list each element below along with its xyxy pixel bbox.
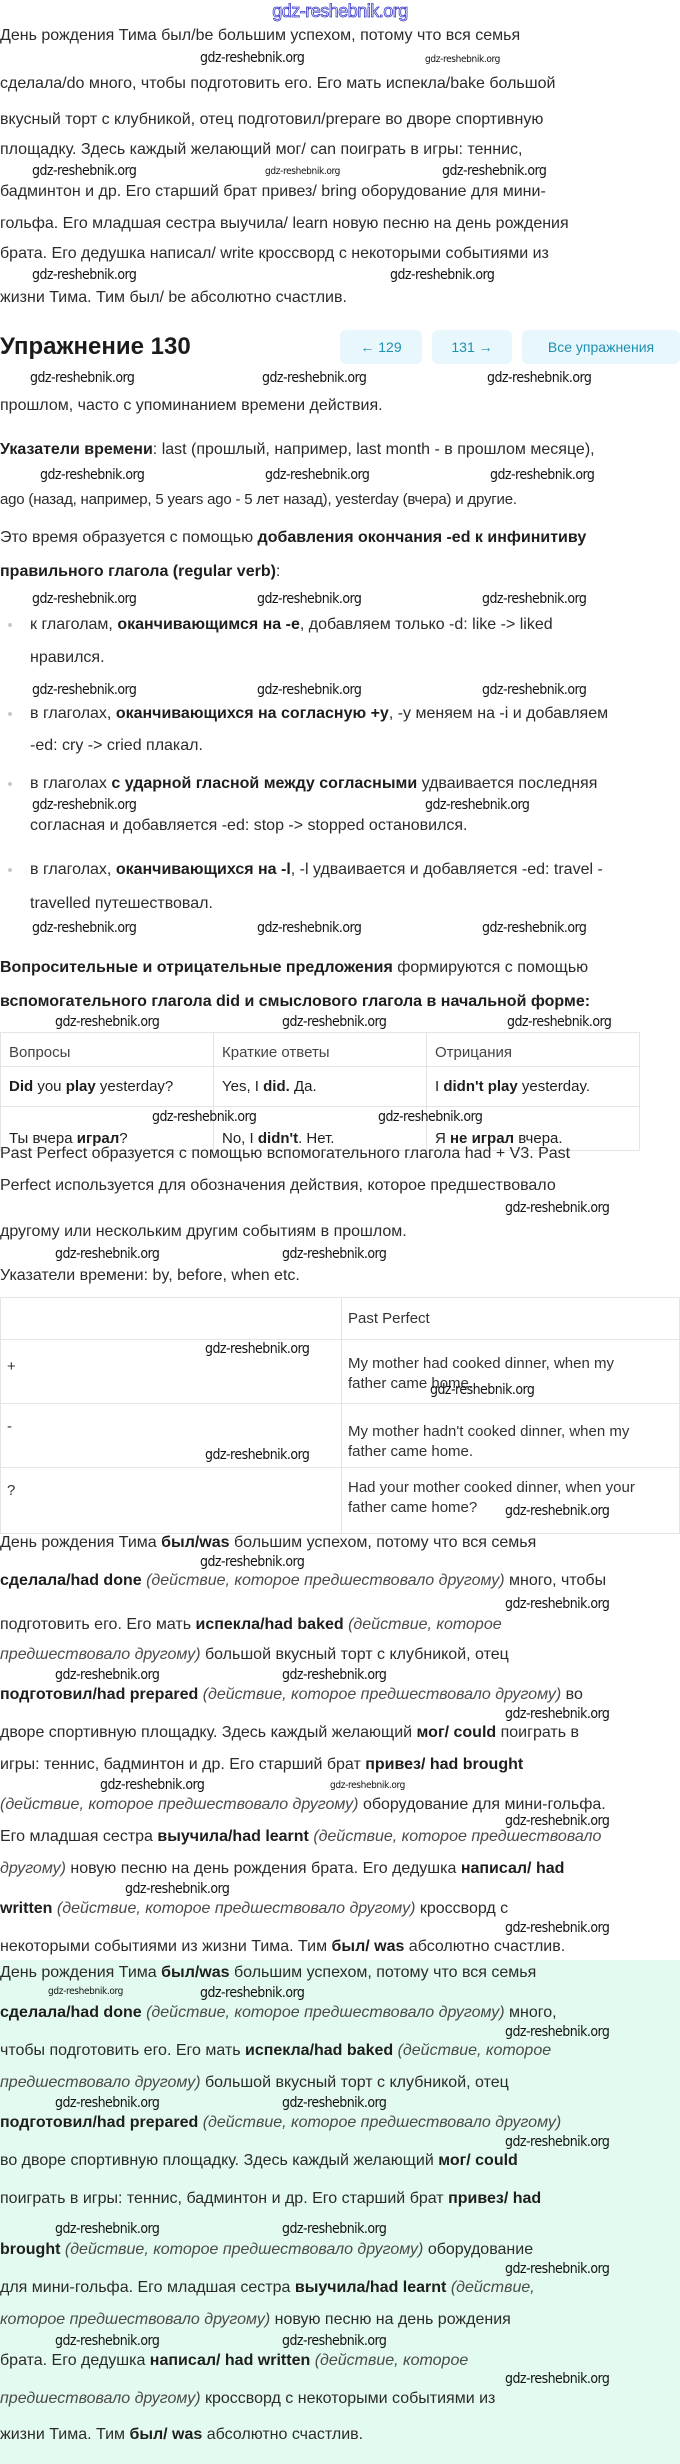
cell-bold: не играл (450, 1130, 515, 1147)
t: большим успехом, потому что вся семья (229, 1964, 537, 1981)
draft-line (0, 1571, 606, 1591)
verb: written (0, 1900, 53, 1917)
rule-text: в глаголах, (30, 861, 116, 878)
questions-bold: Вопросительные и отрицательные предложения (0, 959, 393, 976)
t: кроссворд с некоторыми событиями из (200, 2390, 496, 2407)
time-markers-line (0, 440, 595, 460)
cell-text: Да. (289, 1077, 317, 1095)
watermark: gdz-reshebnik.org (425, 54, 501, 65)
draft-line (0, 1533, 536, 1553)
answer-line (0, 2351, 468, 2371)
watermark: gdz-reshebnik.org (505, 2134, 610, 2150)
table-cell: ? (1, 1468, 342, 1534)
answer-line (0, 2189, 541, 2209)
rule-cont: travelled путешествовал. (30, 895, 213, 912)
cell-line: father came home. (348, 1375, 474, 1392)
verb: сделала/had done (0, 1572, 142, 1589)
cell-line: My mother hadn't cooked dinner, when my (348, 1423, 630, 1440)
rule-text: , добавляем только -d: like -> liked (299, 616, 553, 633)
table-header: Краткие ответы (214, 1033, 427, 1067)
formation-text: Это время образуется с помощью (0, 529, 258, 546)
watermark: gdz-reshebnik.org (487, 370, 592, 386)
table-row (1, 1404, 680, 1468)
verb: испекла/had baked (245, 2042, 394, 2059)
task-line: сделала/do много, чтобы подготовить его. Его мать испекла/bake большой (0, 75, 556, 92)
t: День рождения Тима (0, 1964, 162, 1981)
task-line: брата. Его дедушка написал/ write кроссворд с некоторыми событиями из (0, 245, 549, 262)
watermark: gdz-reshebnik.org (55, 1246, 160, 1262)
rule-cont: нравился. (30, 649, 105, 666)
prev-exercise-button[interactable]: ← 129 (340, 330, 422, 364)
watermark: gdz-reshebnik.org (32, 920, 137, 936)
rule-item (30, 704, 608, 724)
watermark: gdz-reshebnik.org (55, 2221, 160, 2237)
watermark: gdz-reshebnik.org (505, 1503, 610, 1519)
t: много, (504, 2004, 557, 2021)
watermark: gdz-reshebnik.org (282, 1246, 387, 1262)
cell-line: Had your mother cooked dinner, when your (348, 1479, 635, 1496)
cell-line: father came home? (348, 1499, 478, 1516)
note: (действие, которое предшествовало (313, 1828, 602, 1845)
cell-text: Я (435, 1130, 450, 1147)
t: брата. Его дедушка (0, 2352, 150, 2369)
watermark: gdz-reshebnik.org (425, 797, 530, 813)
watermark: gdz-reshebnik.org (205, 1341, 310, 1357)
watermark: gdz-reshebnik.org (282, 1667, 387, 1683)
verb: был/ was (129, 2426, 203, 2443)
all-exercises-button[interactable]: Все упражнения (522, 330, 680, 364)
table-cell: + (1, 1340, 342, 1404)
watermark: gdz-reshebnik.org (152, 1109, 257, 1125)
table-row (1, 1340, 680, 1404)
t: новую песню на день рождения (270, 2311, 511, 2328)
pp-line: Perfect используется для обозначения действия, которое предшествовало (0, 1177, 556, 1194)
watermark: gdz-reshebnik.org (378, 1109, 483, 1125)
answer-line (0, 2041, 551, 2061)
watermark: gdz-reshebnik.org (40, 467, 145, 483)
bullet-icon (8, 868, 12, 872)
verb: мог/ could (416, 1724, 497, 1741)
watermark: gdz-reshebnik.org (442, 163, 547, 179)
time-markers-line2: ago (назад, например, 5 years ago - 5 лет назад), yesterday (вчера) и другие. (0, 491, 517, 508)
note: (действие, которое предшествовало другому) (0, 1796, 359, 1813)
watermark: gdz-reshebnik.org (100, 1777, 205, 1793)
pp-line: Past Perfect образуется с помощью вспомогательного глагола had + V3. Past (0, 1145, 571, 1162)
note: (действие, которое (348, 1616, 502, 1633)
t: много, чтобы (504, 1572, 607, 1589)
t: большим успехом, потому что вся семья (229, 1534, 537, 1551)
cell-text: yesterday? (95, 1077, 174, 1095)
note: предшествовало другому) (0, 2390, 201, 2407)
t: дворе спортивную площадку. Здесь каждый желающий (0, 1724, 417, 1741)
watermark: gdz-reshebnik.org (490, 467, 595, 483)
bullet-icon (8, 712, 12, 716)
bullet-icon (8, 782, 12, 786)
table-header-row (1, 1033, 640, 1067)
verb: испекла/had baked (195, 1616, 344, 1633)
watermark: gdz-reshebnik.org (430, 1382, 535, 1398)
rule-text: к глаголам, (30, 616, 118, 633)
cell-bold: didn't (257, 1130, 299, 1147)
time-markers-label: Указатели времени (0, 441, 153, 458)
table-cell (1, 1067, 214, 1107)
pp-markers: Указатели времени: by, before, when etc. (0, 1267, 300, 1284)
intro-tail: прошлом, часто с упоминанием времени действия. (0, 397, 383, 414)
verb: привез/ had (448, 2190, 542, 2207)
table-cell (427, 1067, 640, 1107)
exercise-title: Упражнение 130 (0, 333, 191, 360)
watermark: gdz-reshebnik.org (257, 591, 362, 607)
t: оборудование для мини-гольфа. (358, 1796, 606, 1813)
note: (действие, которое предшествовало другому) (202, 1686, 562, 1703)
bullet-icon (8, 623, 12, 627)
cell-bold: didn't play (443, 1077, 518, 1095)
cell-line: My mother had cooked dinner, when my (348, 1355, 614, 1372)
verb: написал/ had written (149, 2352, 311, 2369)
watermark: gdz-reshebnik.org (200, 50, 305, 66)
watermark: gdz-reshebnik.org (55, 1667, 160, 1683)
verb: написал/ had (460, 1860, 565, 1877)
rule-bold: с ударной гласной между согласными (111, 775, 418, 792)
draft-line (0, 1685, 583, 1705)
questions-text: формируются с помощью (392, 959, 589, 976)
task-line: вкусный торт с клубникой, отец подготовил/prepare во дворе спортивную (0, 111, 544, 128)
watermark: gdz-reshebnik.org (507, 1014, 612, 1030)
verb: выучила/had learnt (157, 1828, 309, 1845)
answer-line (0, 2240, 533, 2260)
questions-bold2: вспомогательного глагола did и смыслового глагола в начальной форме: (0, 993, 591, 1010)
cell-text: yesterday. (517, 1077, 591, 1095)
note: (действие, которое предшествовало другому) (146, 2004, 505, 2021)
table-row (1, 1468, 680, 1534)
watermark: gdz-reshebnik.org (32, 797, 137, 813)
t: оборудование (423, 2241, 534, 2258)
verb: сделала/had done (0, 2004, 142, 2021)
questions-line (0, 958, 588, 978)
cell-text: you (33, 1077, 66, 1095)
formation-line (0, 528, 586, 548)
t: новую песню на день рождения брата. Его дедушка (65, 1860, 461, 1877)
cell-text: No, I (222, 1130, 258, 1147)
cell-bold: play (65, 1077, 96, 1095)
watermark: gdz-reshebnik.org (505, 1200, 610, 1216)
rule-cont: -ed: cry -> cried плакал. (30, 737, 203, 754)
rule-bold: оканчивающимся на -е (117, 616, 300, 633)
answer-line (0, 2425, 363, 2445)
verb: привез/ had brought (365, 1756, 524, 1773)
draft-line (0, 1645, 509, 1665)
verb: подготовил/had prepared (0, 1686, 199, 1703)
top-watermark: gdz-reshebnik.org (272, 1, 408, 21)
rule-text: в глаголах, (30, 705, 116, 722)
note: (действие, которое (314, 2352, 469, 2369)
verb: был/ was (331, 1938, 405, 1955)
note: (действие, которое предшествовало другому) (146, 1572, 505, 1589)
rule-item (30, 774, 597, 794)
watermark: gdz-reshebnik.org (265, 166, 341, 177)
draft-line (0, 1755, 523, 1775)
watermark: gdz-reshebnik.org (282, 1014, 387, 1030)
watermark: gdz-reshebnik.org (32, 267, 137, 283)
formation-line2 (0, 562, 280, 582)
watermark: gdz-reshebnik.org (330, 1780, 406, 1791)
formation-bold: добавления окончания -ed к инфинитиву (257, 529, 587, 546)
t: игры: теннис, бадминтон и др. Его старший брат (0, 1756, 366, 1773)
note: другому) (0, 1860, 66, 1877)
cell-text: . Нет. (298, 1130, 335, 1147)
verb: brought (0, 2241, 61, 2258)
cell-bold: Did (9, 1077, 34, 1095)
table-cell (1, 1298, 342, 1340)
draft-line (0, 1899, 508, 1919)
answer-line (0, 2278, 535, 2298)
answer-line (0, 2073, 509, 2093)
rule-text: в глаголах (30, 775, 112, 792)
watermark: gdz-reshebnik.org (482, 682, 587, 698)
rule-bold: оканчивающихся на согласную +y (115, 705, 389, 722)
cell-bold: did. (263, 1077, 290, 1095)
t: подготовить его. Его мать (0, 1616, 196, 1633)
watermark: gdz-reshebnik.org (505, 1706, 610, 1722)
task-line: гольфа. Его младшая сестра выучила/ learn новую песню на день рождения (0, 215, 569, 232)
pp-line: другому или нескольким другим событиям в прошлом. (0, 1223, 407, 1240)
note: которое предшествовало другому) (0, 2311, 271, 2328)
t: День рождения Тима (0, 1534, 162, 1551)
cell-text: ? (119, 1130, 128, 1147)
cell-text: вчера. (514, 1130, 563, 1147)
watermark: gdz-reshebnik.org (200, 1554, 305, 1570)
t: жизни Тима. Тим (0, 2426, 130, 2443)
watermark: gdz-reshebnik.org (125, 1881, 230, 1897)
table-cell (342, 1468, 680, 1534)
watermark: gdz-reshebnik.org (32, 163, 137, 179)
watermark: gdz-reshebnik.org (257, 682, 362, 698)
t: некоторыми событиями из жизни Тима. Тим (0, 1938, 332, 1955)
t: абсолютно счастлив. (202, 2426, 364, 2443)
answer-line (0, 2389, 495, 2409)
watermark: gdz-reshebnik.org (32, 591, 137, 607)
watermark: gdz-reshebnik.org (505, 1813, 610, 1829)
answer-line (0, 2310, 511, 2330)
task-line: площадку. Здесь каждый желающий мог/ can поиграть в игры: теннис, (0, 141, 523, 158)
formation-colon: : (275, 563, 281, 580)
did-table (0, 1032, 640, 1151)
table-header: Вопросы (1, 1033, 214, 1067)
rule-item (30, 615, 553, 635)
t: большой вкусный торт с клубникой, отец (200, 2074, 509, 2091)
answer-line (0, 2151, 518, 2171)
t: во дворе спортивную площадку. Здесь каждый желающий (0, 2152, 439, 2169)
note: предшествовало другому) (0, 2074, 201, 2091)
watermark: gdz-reshebnik.org (55, 2333, 160, 2349)
task-line: День рождения Тима был/be большим успехом, потому что вся семья (0, 27, 521, 44)
table-header-row (1, 1298, 680, 1340)
note: (действие, (450, 2279, 535, 2296)
draft-line (0, 1795, 606, 1815)
table-header: Past Perfect (342, 1298, 680, 1340)
watermark: gdz-reshebnik.org (48, 1986, 124, 1997)
verb: мог/ could (438, 2152, 518, 2169)
table-header: Отрицания (427, 1033, 640, 1067)
watermark: gdz-reshebnik.org (205, 1447, 310, 1463)
note: предшествовало другому) (0, 1646, 201, 1663)
watermark: gdz-reshebnik.org (55, 1014, 160, 1030)
verb: был/was (161, 1964, 230, 1981)
watermark: gdz-reshebnik.org (482, 591, 587, 607)
answer-line (0, 2113, 561, 2133)
t: Его младшая сестра (0, 1828, 158, 1845)
watermark: gdz-reshebnik.org (482, 920, 587, 936)
past-perfect-table (0, 1297, 680, 1534)
watermark: gdz-reshebnik.org (265, 467, 370, 483)
task-line: жизни Тима. Тим был/ be абсолютно счастлив. (0, 289, 347, 306)
t: во (561, 1686, 583, 1703)
watermark: gdz-reshebnik.org (282, 2095, 387, 2111)
t: чтобы подготовить его. Его мать (0, 2042, 245, 2059)
note: (действие, которое предшествовало другому) (202, 2114, 562, 2131)
draft-line (0, 1859, 564, 1879)
t: поиграть в игры: теннис, бадминтон и др. Его старший брат (0, 2190, 449, 2207)
watermark: gdz-reshebnik.org (32, 682, 137, 698)
t: большой вкусный торт с клубникой, отец (200, 1646, 509, 1663)
questions-line2 (0, 992, 590, 1012)
draft-line (0, 1615, 502, 1635)
watermark: gdz-reshebnik.org (505, 1920, 610, 1936)
t: абсолютно счастлив. (404, 1938, 566, 1955)
watermark: gdz-reshebnik.org (257, 920, 362, 936)
rule-cont: согласная и добавляется -ed: stop -> stopped остановился. (30, 817, 468, 834)
note: (действие, которое (397, 2042, 552, 2059)
note: (действие, которое предшествовало другому) (56, 1900, 416, 1917)
table-row (1, 1067, 640, 1107)
watermark: gdz-reshebnik.org (282, 2221, 387, 2237)
draft-line (0, 1723, 579, 1743)
rule-text: удваивается последняя (417, 775, 598, 792)
task-line: бадминтон и др. Его старший брат привез/ bring оборудование для мини- (0, 183, 546, 200)
watermark: gdz-reshebnik.org (30, 370, 135, 386)
watermark: gdz-reshebnik.org (200, 1985, 305, 2001)
watermark: gdz-reshebnik.org (505, 2024, 610, 2040)
t: поиграть в (496, 1724, 580, 1741)
watermark: gdz-reshebnik.org (55, 2095, 160, 2111)
verb: подготовил/had prepared (0, 2114, 199, 2131)
note: (действие, которое предшествовало другому) (64, 2241, 424, 2258)
answer-line (0, 1963, 536, 1983)
t: для мини-гольфа. Его младшая сестра (0, 2279, 295, 2296)
draft-line (0, 1827, 601, 1847)
answer-line (0, 2003, 557, 2023)
time-markers-text: : last (прошлый, например, last month - в прошлом месяце), (152, 441, 595, 458)
rule-text: , -y меняем на -i и добавляем (388, 705, 609, 722)
verb: выучила/had learnt (294, 2279, 447, 2296)
watermark: gdz-reshebnik.org (505, 1596, 610, 1612)
table-cell: - (1, 1404, 342, 1468)
next-exercise-button[interactable]: 131 → (432, 330, 512, 364)
cell-text: Ты вчера (9, 1130, 77, 1147)
watermark: gdz-reshebnik.org (505, 2261, 610, 2277)
t: кроссворд с (415, 1900, 509, 1917)
cell-line: father came home. (348, 1443, 474, 1460)
table-cell (214, 1067, 427, 1107)
rule-item (30, 860, 603, 880)
rule-bold: оканчивающихся на -l (115, 861, 291, 878)
watermark: gdz-reshebnik.org (262, 370, 367, 386)
watermark: gdz-reshebnik.org (390, 267, 495, 283)
rule-text: , -l удваивается и добавляется -ed: travel - (290, 861, 603, 878)
watermark: gdz-reshebnik.org (505, 2371, 610, 2387)
table-cell (342, 1404, 680, 1468)
watermark: gdz-reshebnik.org (282, 2333, 387, 2349)
draft-line (0, 1937, 565, 1957)
verb: был/was (161, 1534, 230, 1551)
formation-bold2: правильного глагола (regular verb) (0, 563, 276, 580)
cell-text: Yes, I (222, 1077, 264, 1095)
cell-text: I (435, 1077, 444, 1095)
cell-bold: играл (76, 1130, 120, 1147)
